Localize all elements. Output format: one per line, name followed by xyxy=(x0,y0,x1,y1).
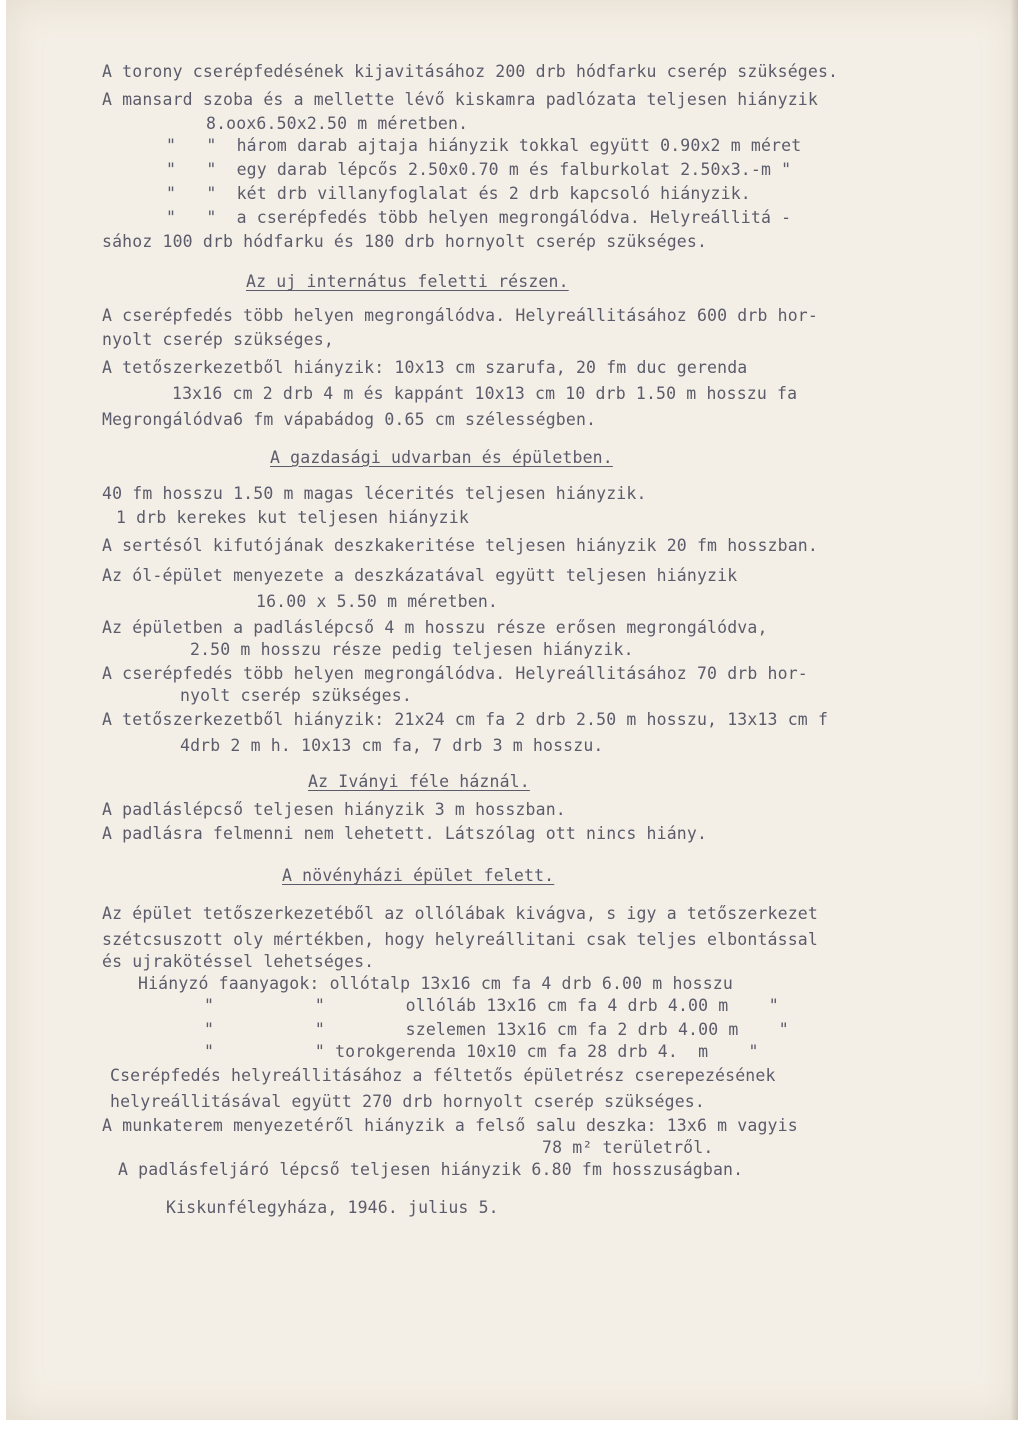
text-line: sához 100 drb hódfarku és 180 drb hornyolt cserép szükséges. xyxy=(102,232,708,251)
text-line: A sertésól kifutójának deszkakeritése teljesen hiányzik 20 fm hosszban. xyxy=(102,536,818,555)
section-heading: A gazdasági udvarban és épületben. xyxy=(270,448,613,467)
text-line: 1 drb kerekes kut teljesen hiányzik xyxy=(116,508,469,527)
text-line: helyreállitásával együtt 270 drb hornyolt cserép szükséges. xyxy=(110,1092,705,1111)
text-line: " " torokgerenda 10x10 cm fa 28 drb 4. m " xyxy=(204,1042,759,1061)
document-page xyxy=(6,0,1018,1420)
text-line: A tetőszerkezetből hiányzik: 10x13 cm szarufa, 20 fm duc gerenda xyxy=(102,358,748,377)
text-line: és ujrakötéssel lehetséges. xyxy=(102,952,375,971)
section-heading: Az Iványi féle háznál. xyxy=(308,772,530,791)
text-line: Az épület tetőszerkezetéből az ollólábak kivágva, s igy a tetőszerkezet xyxy=(102,904,818,923)
text-line: szétcsuszott oly mértékben, hogy helyreállitani csak teljes elbontással xyxy=(102,930,818,949)
text-line: " " szelemen 13x16 cm fa 2 drb 4.00 m " xyxy=(204,1020,789,1039)
text-line: " " egy darab lépcős 2.50x0.70 m és falburkolat 2.50x3.-m " xyxy=(166,160,792,179)
text-line: " " ollóláb 13x16 cm fa 4 drb 4.00 m " xyxy=(204,996,779,1015)
text-line: Megrongálódva6 fm vápabádog 0.65 cm szélességben. xyxy=(102,410,597,429)
text-line: 8.oox6.50x2.50 m méretben. xyxy=(206,114,469,133)
signature-date: Kiskunfélegyháza, 1946. julius 5. xyxy=(166,1198,499,1217)
text-line: A padláslépcső teljesen hiányzik 3 m hosszban. xyxy=(102,800,566,819)
text-line: 40 fm hosszu 1.50 m magas lécerités teljesen hiányzik. xyxy=(102,484,647,503)
section-heading: Az uj internátus feletti részen. xyxy=(246,272,569,291)
text-line: " " két drb villanyfoglalat és 2 drb kapcsoló hiányzik. xyxy=(166,184,751,203)
text-line: Az épületben a padláslépcső 4 m hosszu része erősen megrongálódva, xyxy=(102,618,768,637)
text-line: nyolt cserép szükséges. xyxy=(180,686,412,705)
text-line: A mansard szoba és a mellette lévő kiskamra padlózata teljesen hiányzik xyxy=(102,90,818,109)
text-line: nyolt cserép szükséges, xyxy=(102,330,334,349)
text-line: A tetőszerkezetből hiányzik: 21x24 cm fa 2 drb 2.50 m hosszu, 13x13 cm f xyxy=(102,710,829,729)
text-line: 2.50 m hosszu része pedig teljesen hiányzik. xyxy=(190,640,634,659)
section-heading: A növényházi épület felett. xyxy=(282,866,555,885)
text-line: Cserépfedés helyreállitásához a féltetős épületrész cserepezésének xyxy=(110,1066,776,1085)
text-line: 78 m² területről. xyxy=(542,1138,714,1157)
text-line: A munkaterem menyezetéről hiányzik a felső salu deszka: 13x6 m vagyis xyxy=(102,1116,798,1135)
text-line: A padlásra felmenni nem lehetett. Látszólag ott nincs hiány. xyxy=(102,824,708,843)
text-line: Hiányzó faanyagok: ollótalp 13x16 cm fa 4 drb 6.00 m hosszu xyxy=(138,974,733,993)
text-line: A cserépfedés több helyen megrongálódva. Helyreállitásához 70 drb hor- xyxy=(102,664,808,683)
page-edge-shadow xyxy=(1010,0,1018,1420)
text-line: 16.00 x 5.50 m méretben. xyxy=(256,592,499,611)
text-line: " " a cserépfedés több helyen megrongálódva. Helyreállitá - xyxy=(166,208,792,227)
text-line: A cserépfedés több helyen megrongálódva. Helyreállitásához 600 drb hor- xyxy=(102,306,818,325)
text-line: 4drb 2 m h. 10x13 cm fa, 7 drb 3 m hosszu. xyxy=(180,736,604,755)
text-line: " " három darab ajtaja hiányzik tokkal együtt 0.90x2 m méret xyxy=(166,136,802,155)
text-line: A torony cserépfedésének kijavitásához 200 drb hódfarku cserép szükséges. xyxy=(102,62,839,81)
text-line: 13x16 cm 2 drb 4 m és kappánt 10x13 cm 10 drb 1.50 m hosszu fa xyxy=(172,384,798,403)
text-line: Az ól-épület menyezete a deszkázatával együtt teljesen hiányzik xyxy=(102,566,738,585)
text-line: A padlásfeljáró lépcső teljesen hiányzik 6.80 fm hosszuságban. xyxy=(118,1160,744,1179)
